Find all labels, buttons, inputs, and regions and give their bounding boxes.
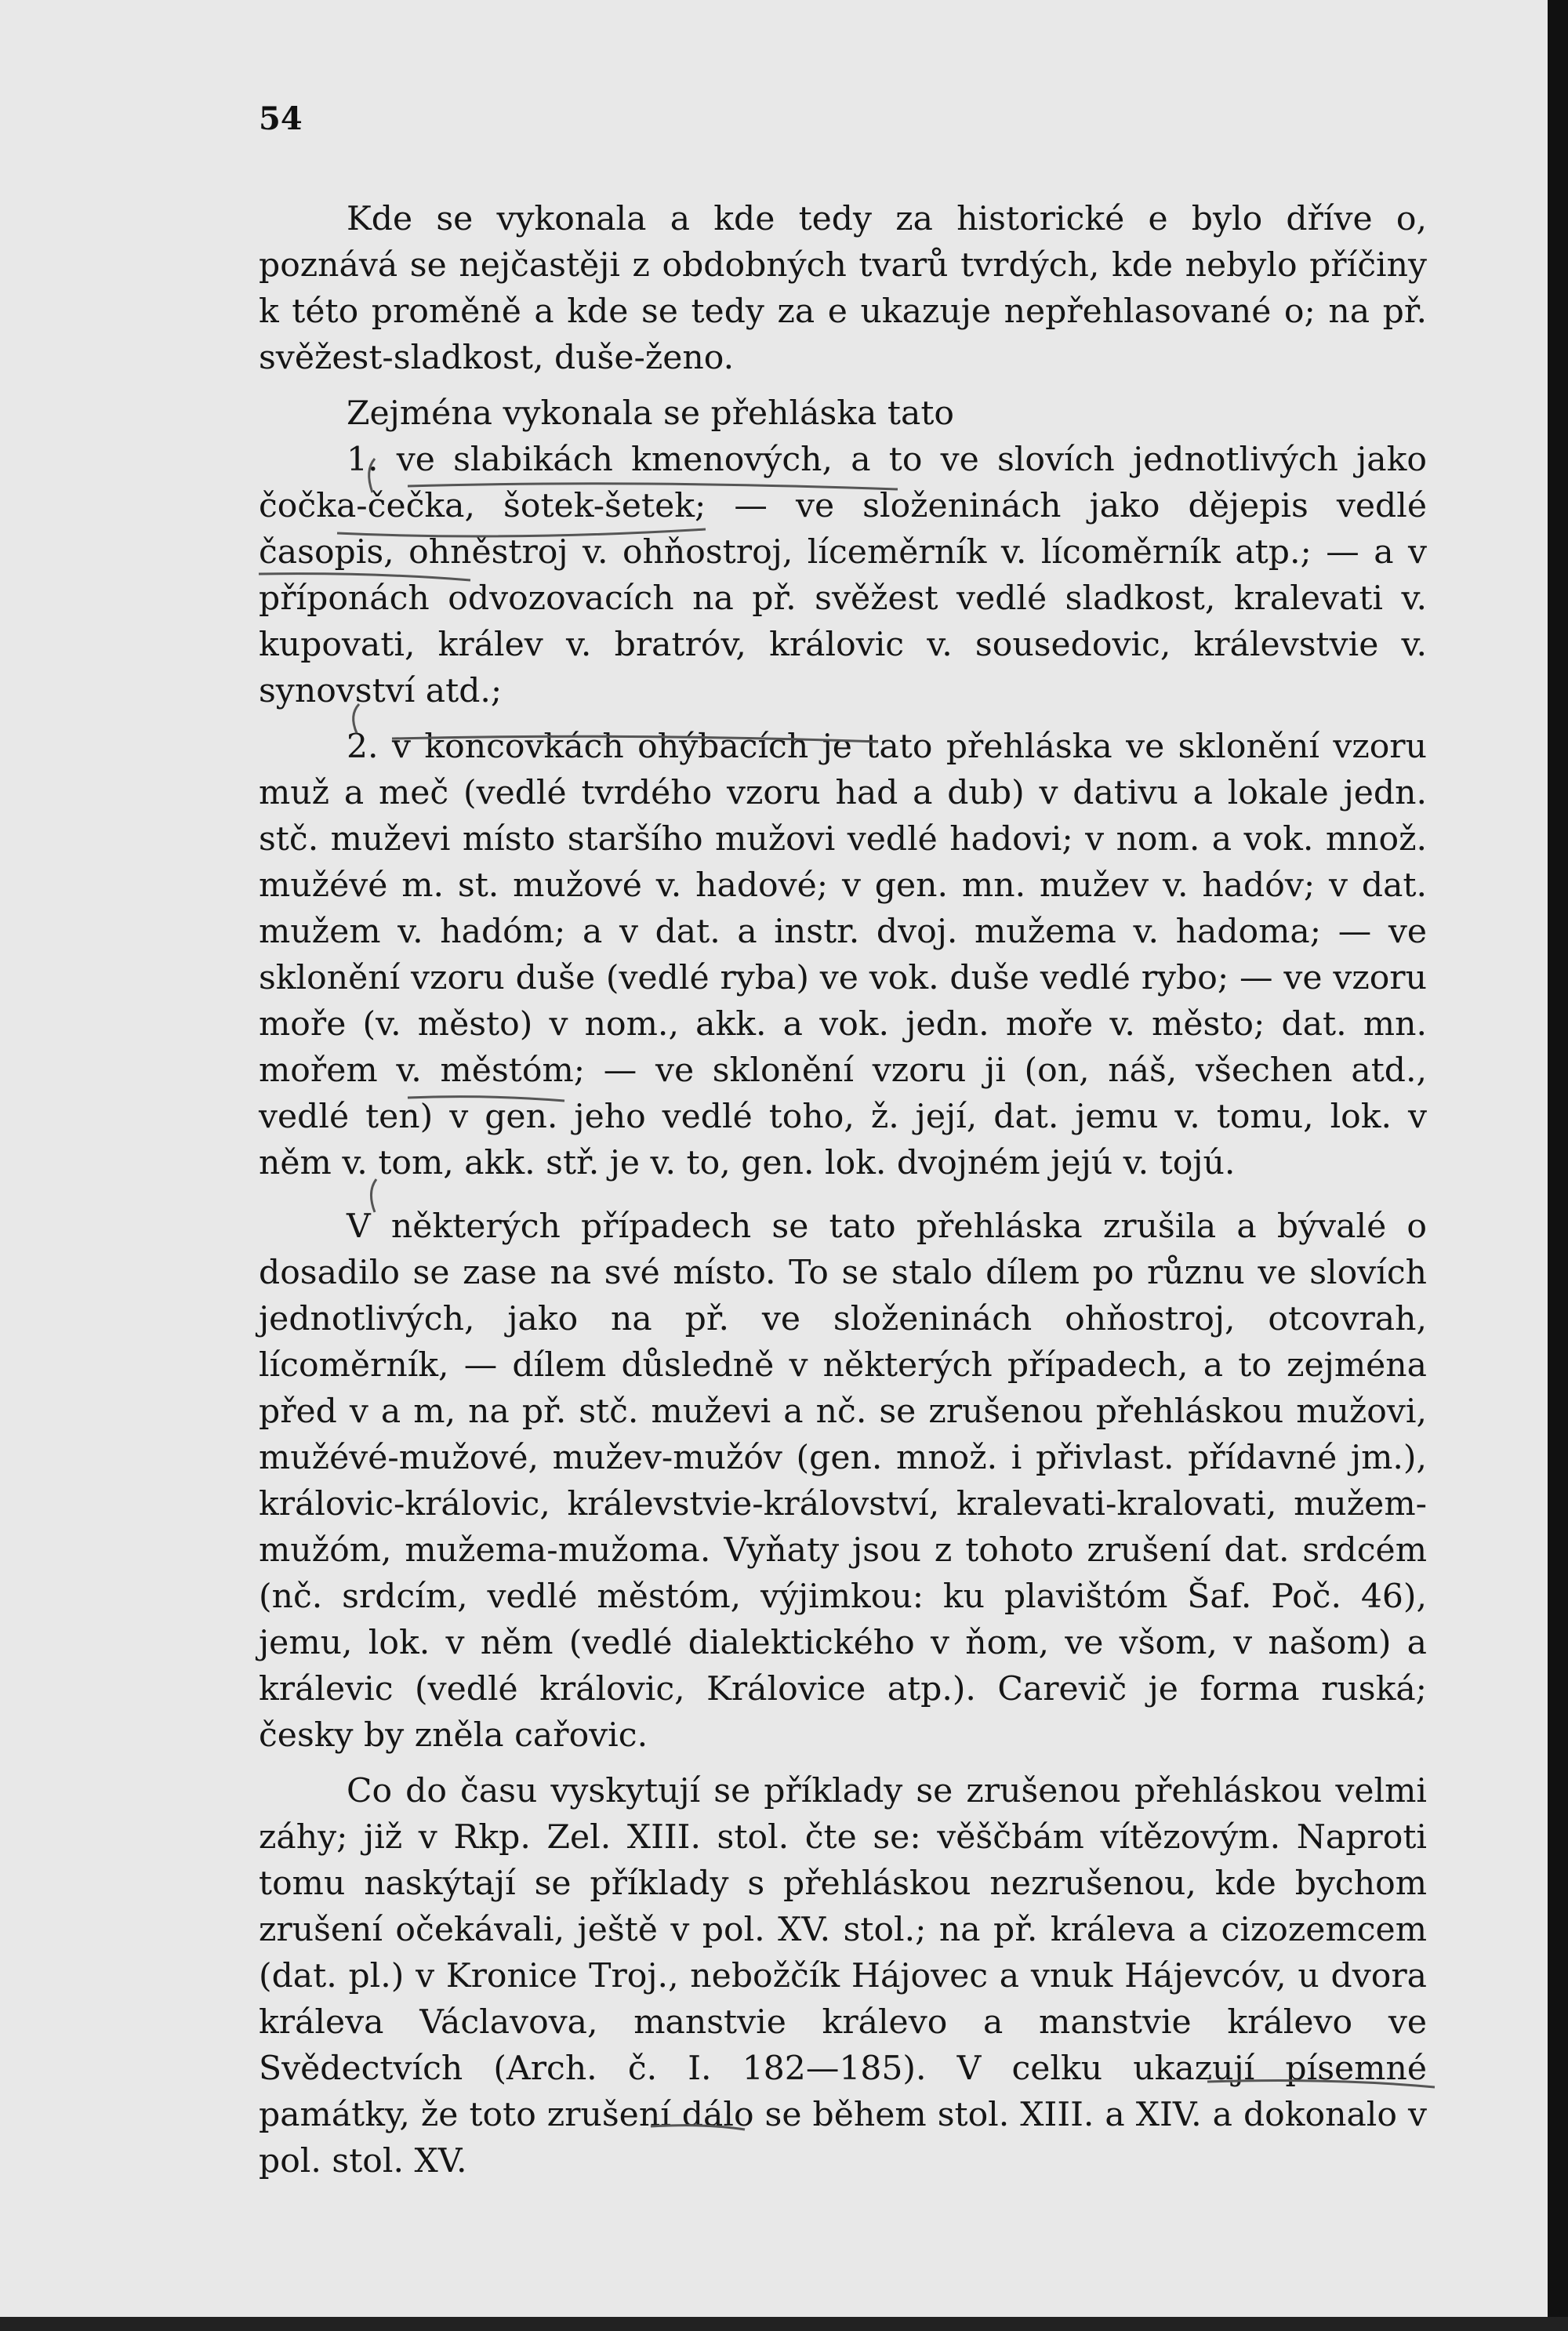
body-text: [259, 196, 1427, 2184]
paragraph: V některých případech se tato přehláska zrušila a bývalé o dosadilo se zase na své místo. To se stalo dílem po různu ve slovích jednotlivých, jako na př. ve složeninách ohňostroj, otcovrah, lícoměrník, — dílem důsledně v některých případech, a to zejména před v a m, na př. stč. muževi a nč. se zrušenou přehláskou mužovi, mužévé-mužové, mužev-mužóv (gen. množ. i přivlast. přídavné jm.), královic-královic, králevstvie-království, kralevati-kralovati, mužem-mužóm, mužema-mužoma. Vyňaty jsou z tohoto zrušení dat. srdcém (nč. srdcím, vedlé městóm, výjimkou: ku plavištóm Šaf. Poč. 46), jemu, lok. v něm (vedlé dialektického v ňom, ve všom, v našom) a králevic (vedlé královic, Královice atp.). Carevič je forma ruská; česky by zněla cařovic.: [259, 1207, 1427, 1755]
paragraph: Kde se vykonala a kde tedy za historické e bylo dříve o, poznává se nejčastěji z obdobných tvarů tvrdých, kde nebylo příčiny k této proměně a kde se tedy za e ukazuje nepřehlasované o; na př. svěžest-sladkost, duše-ženo.: [259, 200, 1427, 377]
paragraph: Co do času vyskytují se příklady se zrušenou přehláskou velmi záhy; již v Rkp. Zel. XIII. stol. čte se: věščbám vítězovým. Naproti tomu naskýtají se příklady s přehláskou nezrušenou, kde bychom zrušení očekávali, ještě v pol. XV. stol.; na př. králeva a cizozemcem (dat. pl.) v Kronice Troj., nebožčík Hájovec a vnuk Hájevcóv, u dvora králeva Václavova, manstvie králevo a manstvie králevo ve Svědectvích (Arch. č. I. 182—185). V celku ukazují písemné památky, že toto zrušení dálo se během stol. XIII. a XIV. a dokonalo v pol. stol. XV.: [259, 1772, 1427, 2180]
paragraph: 1. ve slabikách kmenových, a to ve slovích jednotlivých jako čočka-čečka, šotek-šetek; — ve složeninách jako dějepis vedlé časopis, ohněstroj v. ohňostroj, líceměrník v. lícoměrník atp.; — a v příponách odvozovacích na př. svěžest vedlé sladkost, kralevati v. kupovati, králev v. bratróv, královic v. sousedovic, králevstvie v. synovství atd.;: [259, 441, 1427, 710]
paragraph: 2. v koncovkách ohýbacích je tato přehláska ve sklonění vzoru muž a meč (vedlé tvrdého vzoru had a dub) v dativu a lokale jedn. stč. muževi místo staršího mužovi vedlé hadovi; v nom. a vok. množ. mužévé m. st. mužové v. hadové; v gen. mn. mužev v. hadóv; v dat. mužem v. hadóm; a v dat. a instr. dvoj. mužema v. hadoma; — ve sklonění vzoru duše (vedlé ryba) ve vok. duše vedlé rybo; — ve vzoru moře (v. město) v nom., akk. a vok. jedn. moře v. město; dat. mn. mořem v. městóm; — ve sklonění vzoru ji (on, náš, všechen atd., vedlé ten) v gen. jeho vedlé toho, ž. její, dat. jemu v. tomu, lok. v něm v. tom, akk. stř. je v. to, gen. lok. dvojném jejú v. tojú.: [259, 728, 1427, 1182]
page-number: 54: [259, 100, 303, 137]
page-edge-shadow: [1548, 0, 1568, 2331]
paragraph: Zejména vykonala se přehláska tato: [347, 394, 954, 433]
page-edge-shadow: [0, 2317, 1568, 2331]
